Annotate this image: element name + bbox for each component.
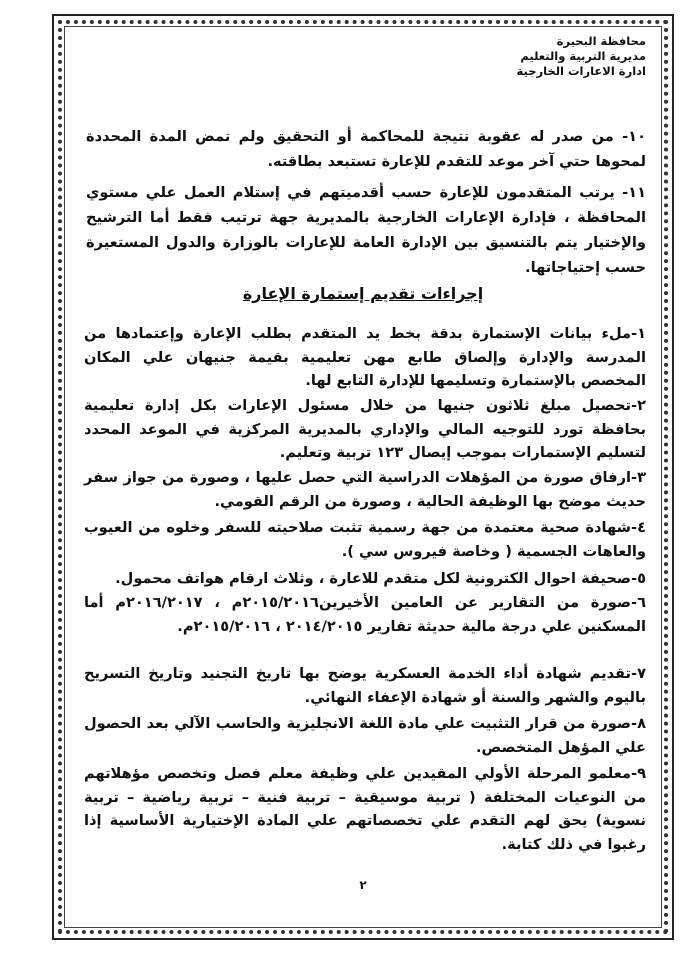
procedure-number: ٧-: [631, 665, 646, 682]
page-number: ٢: [359, 878, 367, 892]
condition-text: يرتب المتقدمون للإعارة حسب أقدميتهم في إستلام العمل علي مستوي المحافظة ، فإدارة الإعارات الخارجية بالمديرية جهة ترتيب فقط أما الترشيح والإختيار يتم بالتنسيق بين الإدارة العامة للإعارات بالوزارة والدول المستعيرة حسب إحتياجاتها.: [86, 184, 646, 276]
document-page: [80, 30, 646, 920]
letterhead-directorate: مديرية التربية والتعليم: [520, 49, 646, 63]
procedure-item: [84, 516, 646, 563]
letterhead: [517, 34, 646, 79]
procedure-item: [84, 712, 646, 759]
procedure-item: [84, 567, 646, 591]
condition-text: من صدر له عقوبة نتيجة للمحاكمة أو التحقيق ولم تمض المدة المحددة لمحوها حتي آخر موعد للتقدم للإعارة تستبعد بطاقته.: [86, 128, 646, 170]
procedure-item: [84, 591, 646, 638]
procedure-item: [84, 662, 646, 709]
procedure-text: صحيفة احوال الكترونية لكل متقدم للاعارة ، وثلاث ارقام هواتف محمول.: [115, 570, 632, 587]
procedure-text: تحصيل مبلغ ثلاثون جنيها من خلال مسئول الإعارات بكل إدارة تعليمية بحافظة تورد للتوجيه المالي والإداري بالمديرية المركزية في الموعد المحدد لتسليم الإستمارات بموجب إيصال ١٢٣ تربية وتعليم.: [84, 397, 646, 461]
letterhead-department: ادارة الاعارات الخارجية: [516, 64, 646, 78]
condition-10: [86, 124, 646, 174]
procedure-text: تقديم شهادة أداء الخدمة العسكرية يوضح بها تاريخ التجنيد وتاريخ التسريح باليوم والشهر والسنة أو شهادة الإعفاء النهائي.: [84, 665, 646, 706]
letterhead-governorate: محافظة البحيرة: [556, 34, 646, 48]
procedure-item: [84, 762, 646, 856]
procedure-text: صورة من قرار التثبيت علي مادة اللغة الانجليزية والحاسب الآلي بعد الحصول علي المؤهل المتخصص.: [84, 715, 646, 756]
procedure-text: معلمو المرحلة الأولي المقيدين علي وظيفة معلم فصل وتخصص مؤهلاتهم من النوعيات المختلفة ( تربية موسيقية – تربية فنية – تربية رياضية – تربية نسوية) يحق لهم التقدم علي تخصصاتهم علي المادة الإختيارية الأساسية إذا رغبوا في ذلك كتابة.: [84, 765, 646, 853]
condition-number: ١١-: [622, 184, 646, 201]
procedure-number: ٤-: [631, 519, 646, 536]
procedure-text: ملء بيانات الإستمارة بدقة بخط يد المتقدم بطلب الإعارة وإعتمادها من المدرسة والإدارة وإلصاق طابع مهن تعليمية بقيمة جنيهان علي المكان المخصص بالإستمارة وتسليمها للإدارة التابع لها.: [84, 325, 646, 389]
procedure-number: ٦-: [631, 594, 647, 611]
procedure-number: ٢-: [631, 397, 646, 414]
procedure-number: ٩-: [631, 765, 646, 782]
procedure-number: ٨-: [631, 715, 646, 732]
procedure-number: ٥-: [631, 570, 646, 587]
procedure-text: شهادة صحية معتمدة من جهة رسمية تثبت صلاحيته للسفر وخلوه من العيوب والعاهات الجسمية ( وخاصة فيروس سي ).: [84, 519, 646, 560]
procedure-text: صورة من التقارير عن العامين الأخيرين٢٠١٥/٢٠١٦م ، ٢٠١٦/٢٠١٧م أما المسكنين علي درجة مالية حديثة تقارير ٢٠١٤/٢٠١٥ ، ٢٠١٥/٢٠١٦م.: [84, 594, 646, 635]
procedure-item: [84, 394, 646, 465]
section-title: إجراءات تقديم إستمارة الإعارة: [242, 284, 484, 303]
procedure-number: ٣-: [631, 469, 646, 486]
procedure-number: ١-: [631, 325, 646, 342]
condition-11: [86, 180, 646, 280]
condition-number: ١٠-: [622, 128, 646, 145]
procedure-text: ارفاق صورة من المؤهلات الدراسية التي حصل عليها ، وصورة من جواز سفر حديث موضح بها الوظيفة الحالية ، وصورة من الرقم القومي.: [84, 469, 646, 510]
procedure-item: [84, 322, 646, 393]
procedure-item: [84, 466, 646, 513]
